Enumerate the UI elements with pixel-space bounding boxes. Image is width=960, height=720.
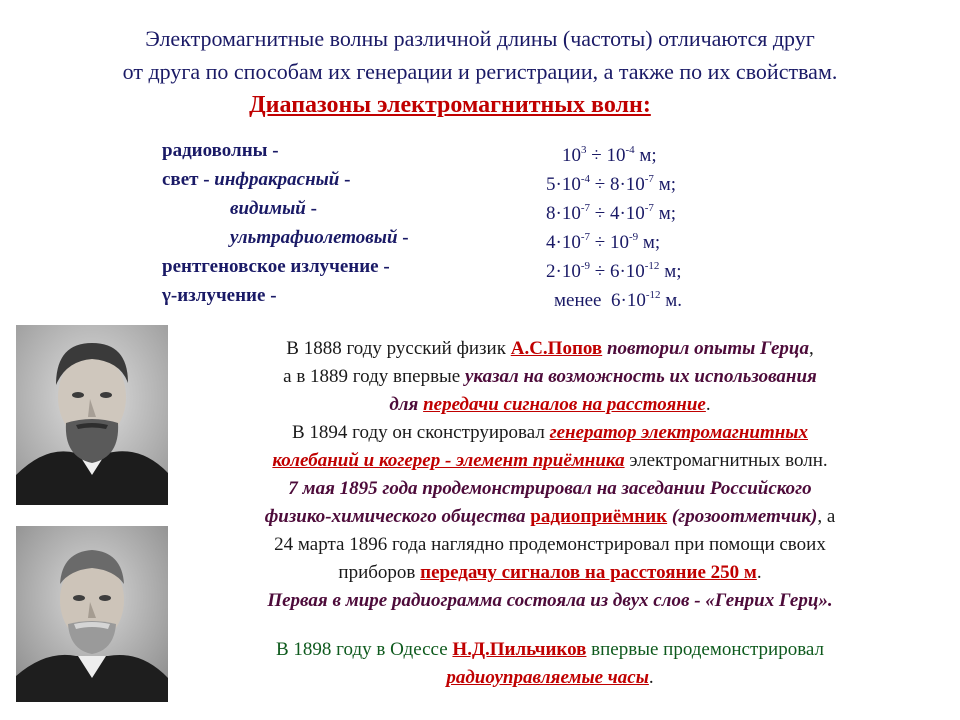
story-line-5	[180, 447, 920, 475]
row-xray	[162, 252, 762, 281]
story-4b: генератор электромагнитных	[549, 422, 808, 443]
portrait-pilchikov	[16, 526, 168, 702]
story-line-4	[180, 419, 920, 447]
xr-b: 6·10	[609, 261, 645, 282]
story-5b: электромагнитных волн.	[624, 450, 828, 471]
visible-dash: -	[305, 198, 317, 219]
popov-name: А.С.Попов	[510, 338, 603, 359]
radio-sep: ÷	[586, 145, 607, 166]
row-gamma	[162, 281, 762, 310]
story-3b: передачи сигналов на расстояние	[423, 394, 706, 415]
vis-a: 8·10	[546, 203, 581, 224]
story-3a: для	[389, 394, 424, 415]
story-line-6: 7 мая 1895 года продемонстрировал на заседании Российского	[288, 478, 812, 499]
radio-be: -4	[625, 144, 635, 156]
story-9c: .	[756, 562, 762, 583]
radio-ae: 3	[581, 144, 587, 156]
xr-be: -12	[644, 260, 660, 272]
portrait-popov	[16, 325, 168, 505]
uv-unit: м;	[638, 232, 661, 253]
row-uv	[162, 223, 762, 252]
uv-ae: -7	[580, 231, 590, 243]
story-4a: В 1894 году он сконструировал	[292, 422, 550, 443]
gamma-b: 6·10	[611, 290, 646, 311]
story-7d: , а	[817, 506, 836, 527]
pilchikov-name: Н.Д.Пильчиков	[452, 639, 587, 660]
xr-a: 2·10	[546, 261, 581, 282]
radio-a: 10	[562, 145, 581, 166]
story-line-8: 24 марта 1896 года наглядно продемонстрировал при помощи своих	[274, 534, 826, 555]
gamma-prefix: менее	[554, 290, 611, 311]
vis-unit: м;	[653, 203, 676, 224]
story-line-3	[180, 391, 920, 419]
uv-label: ультрафиолетовый	[230, 227, 398, 248]
portrait-popov-image	[16, 325, 168, 505]
light-dash: -	[198, 169, 215, 190]
popov-story	[180, 335, 920, 615]
uv-b: 10	[609, 232, 629, 253]
footer-d: радиоуправляемые часы	[446, 667, 649, 688]
footer-line-1	[180, 636, 920, 664]
story-3c: .	[705, 394, 711, 415]
xray-dash: -	[378, 256, 390, 277]
light-label: свет	[162, 169, 199, 190]
xray-label: рентгеновское излучение	[162, 256, 379, 277]
infrared-label: инфракрасный	[214, 169, 340, 190]
radio-unit: м;	[634, 145, 657, 166]
gamma-unit: м.	[660, 290, 683, 311]
vis-b: 4·10	[609, 203, 645, 224]
row-visible	[162, 194, 762, 223]
row-radio	[162, 136, 762, 165]
gamma-be: -12	[645, 289, 661, 301]
ir-sep: ÷	[590, 174, 610, 195]
gamma-value	[554, 281, 682, 315]
story-2b: указал на возможность их использования	[465, 366, 817, 387]
story-line-2	[180, 363, 920, 391]
story-5a: колебаний и когерер - элемент приёмника	[272, 450, 625, 471]
uv-dash: -	[397, 227, 409, 248]
story-line-9	[180, 559, 920, 587]
pilchikov-note	[180, 636, 920, 692]
intro-text	[20, 22, 940, 88]
story-7b: радиоприёмник	[530, 506, 668, 527]
infrared-dash: -	[339, 169, 351, 190]
intro-line-1: Электромагнитные волны различной длины (частоты) отличаются друг	[145, 26, 815, 51]
ir-ae: -4	[580, 173, 590, 185]
footer-line-2	[180, 664, 920, 692]
vis-sep: ÷	[590, 203, 610, 224]
ir-a: 5·10	[546, 174, 581, 195]
radio-label: радиоволны	[162, 140, 268, 161]
story-7a: физико-химического общества	[264, 506, 531, 527]
ir-b: 8·10	[609, 174, 645, 195]
story-line-7	[180, 503, 920, 531]
radio-dash: -	[267, 140, 279, 161]
story-9b: передачу сигналов на расстояние 250 м	[420, 562, 757, 583]
footer-c: впервые продемонстрировал	[586, 639, 824, 660]
uv-a: 4·10	[546, 232, 581, 253]
footer-e: .	[648, 667, 654, 688]
xr-unit: м;	[659, 261, 682, 282]
uv-sep: ÷	[590, 232, 610, 253]
xr-ae: -9	[580, 260, 590, 272]
story-9a: приборов	[338, 562, 421, 583]
row-light	[162, 165, 762, 194]
story-7c: (грозоотметчик)	[667, 506, 818, 527]
story-line-10: Первая в мире радиограмма состояла из двух слов - «Генрих Герц».	[267, 590, 833, 611]
radio-b: 10	[606, 145, 626, 166]
vis-be: -7	[644, 202, 654, 214]
ranges-title: Диапазоны электромагнитных волн:	[249, 92, 651, 118]
gamma-label: γ-излучение	[162, 285, 266, 306]
ir-be: -7	[644, 173, 654, 185]
wave-ranges-table	[162, 136, 762, 310]
story-1d: ,	[808, 338, 814, 359]
vis-ae: -7	[580, 202, 590, 214]
portrait-pilchikov-image	[16, 526, 168, 702]
story-1c: повторил опыты Герца	[602, 338, 809, 359]
ir-unit: м;	[653, 174, 676, 195]
story-1a: В 1888 году русский физик	[286, 338, 511, 359]
visible-label: видимый	[230, 198, 306, 219]
story-2a: а в 1889 году впервые	[283, 366, 465, 387]
xr-sep: ÷	[590, 261, 610, 282]
intro-line-2: от друга по способам их генерации и регистрации, а также по их свойствам.	[122, 59, 838, 84]
footer-a: В 1898 году в Одессе	[276, 639, 453, 660]
uv-be: -9	[628, 231, 639, 243]
gamma-dash: -	[265, 285, 277, 306]
story-line-1	[180, 335, 920, 363]
